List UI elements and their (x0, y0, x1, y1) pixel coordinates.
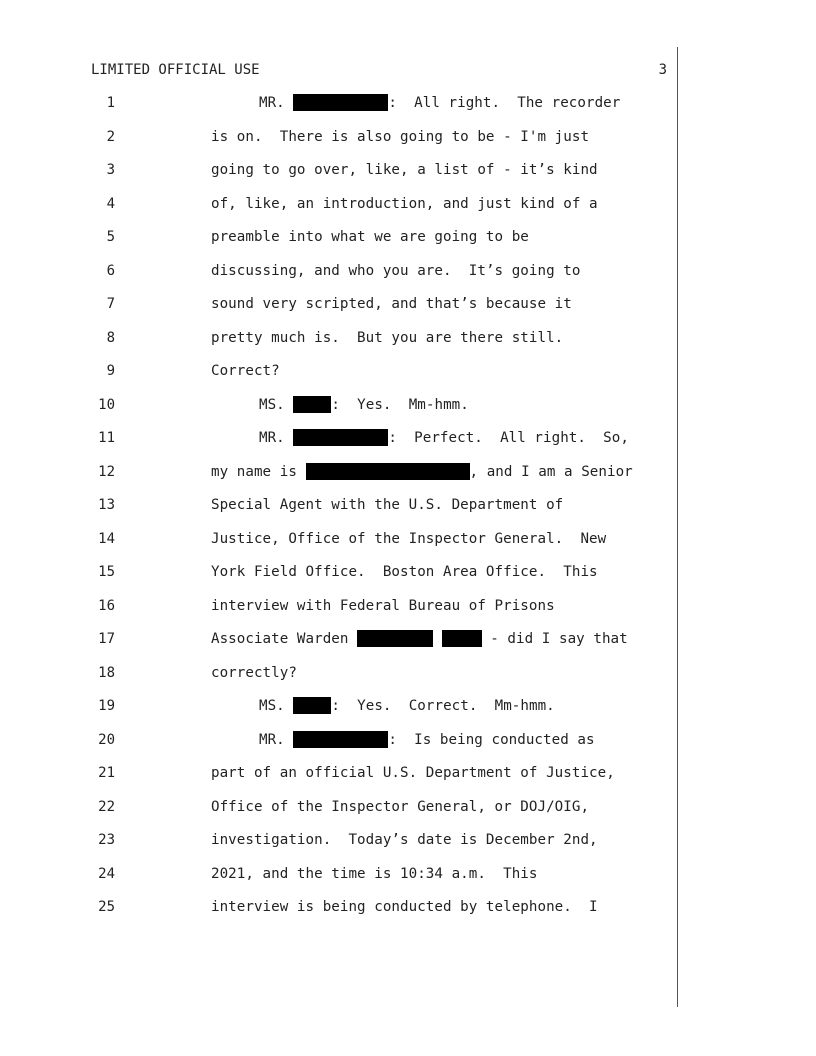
line-number: 18 (98, 664, 115, 681)
line-number: 2 (106, 128, 115, 145)
transcript-line (0, 831, 816, 851)
line-text: Office of the Inspector General, or DOJ/OIG, (211, 798, 590, 815)
speaker-label: MS. (259, 698, 294, 714)
line-number: 20 (98, 731, 115, 748)
line-text (211, 630, 628, 648)
transcript-line (0, 898, 816, 918)
line-text: sound very scripted, and that’s because it (211, 296, 572, 312)
transcript-line (0, 764, 816, 784)
line-number: 6 (106, 262, 115, 279)
redaction-box (293, 429, 388, 446)
line-number: 19 (98, 698, 115, 714)
transcript-line (0, 94, 816, 114)
line-number: 12 (98, 463, 115, 480)
line-text (259, 731, 595, 749)
line-text (259, 429, 629, 447)
redaction-box (293, 94, 388, 111)
classification-header: LIMITED OFFICIAL USE (91, 62, 260, 78)
transcript-line (0, 161, 816, 181)
line-text (211, 463, 633, 481)
line-text: Special Agent with the U.S. Department of (211, 497, 564, 513)
line-number: 8 (106, 329, 115, 346)
transcript-line (0, 429, 816, 449)
transcript-line (0, 295, 816, 315)
line-text: part of an official U.S. Department of Justice, (211, 765, 615, 781)
transcript-line (0, 597, 816, 617)
line-number: 4 (106, 195, 115, 212)
line-text-start: Associate Warden (211, 631, 358, 647)
transcript-line (0, 865, 816, 885)
speaker-label: MR. (259, 95, 294, 111)
line-text (259, 396, 469, 414)
redaction-box (357, 630, 433, 647)
line-number: 25 (98, 899, 115, 915)
line-text: going to go over, like, a list of - it’s kind (211, 162, 598, 178)
transcript-line (0, 329, 816, 349)
line-text-start: my name is (211, 463, 306, 480)
line-number: 24 (98, 865, 115, 882)
transcript-line (0, 396, 816, 416)
transcript-line (0, 463, 816, 483)
transcript-line (0, 195, 816, 215)
line-number: 1 (106, 95, 115, 111)
line-number: 16 (98, 597, 115, 614)
line-number: 22 (98, 798, 115, 815)
speaker-label: MR. (259, 731, 294, 748)
redaction-box (293, 731, 388, 748)
line-text (259, 94, 620, 112)
line-text: interview is being conducted by telephone. I (211, 899, 598, 915)
transcript-line (0, 228, 816, 248)
line-number: 5 (106, 229, 115, 245)
transcript-line (0, 128, 816, 148)
line-text: is on. There is also going to be - I'm just (211, 128, 590, 145)
transcript-line (0, 262, 816, 282)
line-number: 9 (106, 363, 115, 379)
line-text-rest: : Yes. Correct. Mm-hmm. (331, 698, 555, 714)
line-text: Justice, Office of the Inspector General. New (211, 530, 607, 547)
line-number: 11 (98, 430, 115, 446)
line-text: Correct? (211, 363, 280, 379)
line-text-rest: : All right. The recorder (388, 95, 621, 111)
line-number: 13 (98, 497, 115, 513)
line-text: pretty much is. But you are there still. (211, 329, 564, 346)
line-text-rest: : Is being conducted as (388, 731, 595, 748)
line-text: York Field Office. Boston Area Office. This (211, 564, 598, 580)
line-text-rest: , and I am a Senior (469, 463, 633, 480)
transcript-line (0, 664, 816, 684)
line-number: 21 (98, 765, 115, 781)
transcript-line (0, 697, 816, 717)
line-text: discussing, and who you are. It’s going to (211, 262, 581, 279)
redaction-box (442, 630, 482, 647)
line-number: 10 (98, 396, 115, 413)
transcript-line (0, 731, 816, 751)
redaction-box (306, 463, 470, 480)
transcript-line (0, 798, 816, 818)
line-number: 14 (98, 530, 115, 547)
line-number: 7 (106, 296, 115, 312)
line-text (259, 697, 555, 715)
line-text-rest: - did I say that (481, 631, 628, 647)
line-text: preamble into what we are going to be (211, 229, 529, 245)
speaker-label: MS. (259, 396, 294, 413)
transcript-line (0, 362, 816, 382)
line-text: interview with Federal Bureau of Prisons (211, 597, 555, 614)
line-number: 23 (98, 832, 115, 848)
line-number: 3 (106, 162, 115, 178)
speaker-label: MR. (259, 430, 294, 446)
redaction-box (293, 396, 331, 413)
right-margin-rule (677, 47, 678, 1007)
line-text-rest: : Yes. Mm-hmm. (331, 396, 469, 413)
page-number: 3 (658, 62, 667, 78)
line-text-gap (433, 631, 442, 647)
line-text-rest: : Perfect. All right. So, (388, 430, 629, 446)
redaction-box (293, 697, 331, 714)
transcript-line (0, 530, 816, 550)
line-text: investigation. Today’s date is December 2nd, (211, 832, 598, 848)
line-text: of, like, an introduction, and just kind of a (211, 195, 598, 212)
transcript-line (0, 563, 816, 583)
line-text: correctly? (211, 664, 297, 681)
transcript-line (0, 496, 816, 516)
line-number: 15 (98, 564, 115, 580)
line-number: 17 (98, 631, 115, 647)
transcript-line (0, 630, 816, 650)
line-text: 2021, and the time is 10:34 a.m. This (211, 865, 538, 882)
